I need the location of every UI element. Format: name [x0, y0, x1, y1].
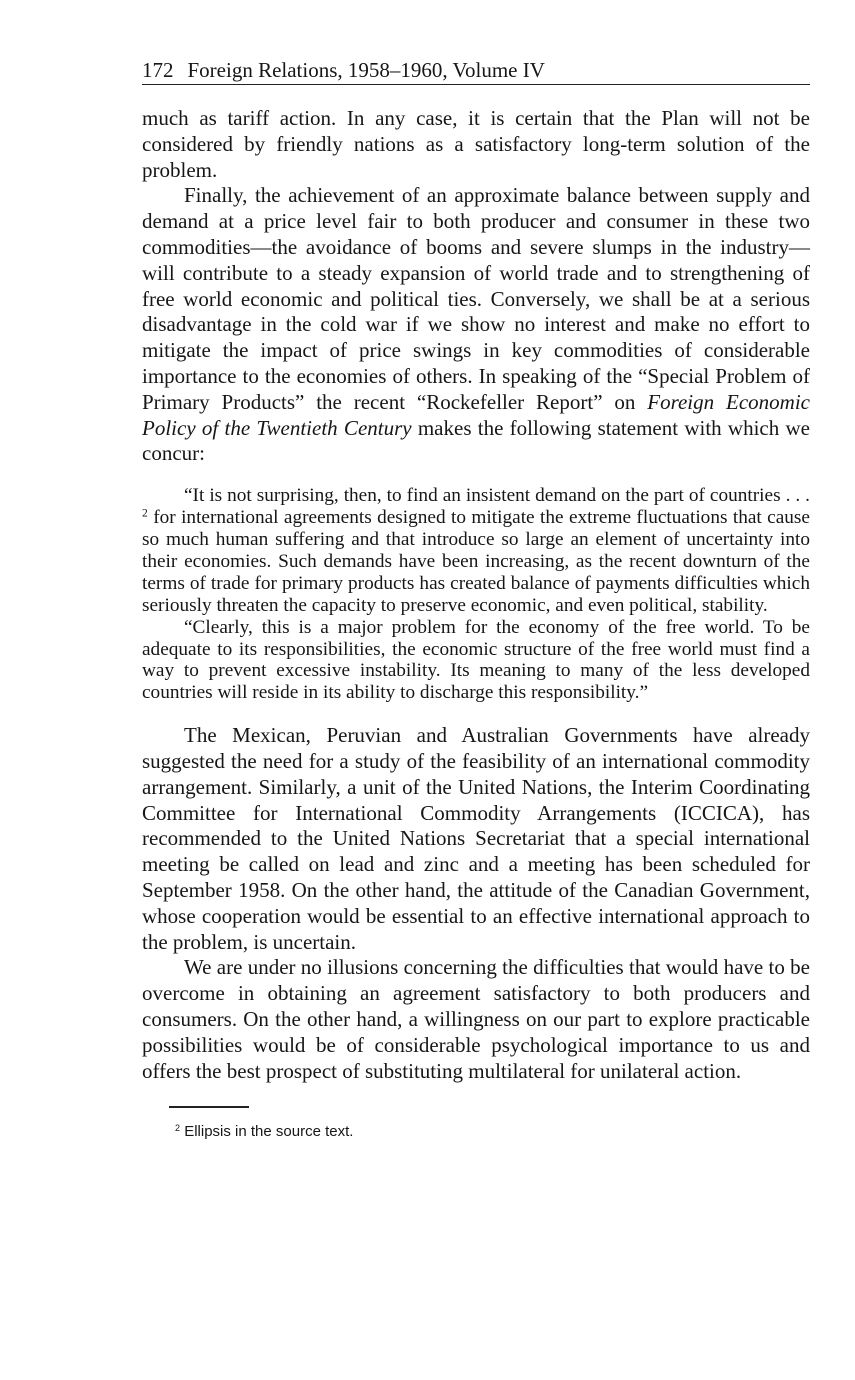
quote-text: “It is not surprising, then, to find an insistent demand on the part of countries . . .: [184, 485, 810, 507]
paragraph-continued: much as tariff action. In any case, it is certain that the Plan will not be considered by friendly nations as a satisfactory long-term solution of the problem.: [142, 106, 810, 182]
paragraph-text: Finally, the achievement of an approximate balance between supply and demand at a price level fair to both producer and consumer in these two commodities—the avoidance of booms and severe slumps in the industry—will contribute to a steady expansion of world trade and to strengthening of free world economic and political ties. Conversely, we shall be at a serious disadvantage in the cold war if we show no interest and make no effort to mitigate the impact of price swings in key commodities of considerable importance to the economies of others. In speaking of the “Special Problem of Primary Products” the recent “Rockefeller Report” on: [142, 183, 810, 414]
quote-text: for international agreements designed to mitigate the extreme fluctuations that cause so much human suffering and that introduce so large an element of uncertainty into their economies. Such demands have been increasing, as the recent downturn of the terms of trade for primary products has created balance of payments difficulties which seriously threaten the capacity to preserve economic, and even political, stability.: [142, 507, 810, 616]
footnote-number: 2: [175, 1123, 181, 1134]
block-quote: [142, 485, 810, 704]
paragraph-governments: The Mexican, Peruvian and Australian Governments have already suggested the need for a study of the feasibility of an international commodity arrangement. Similarly, a unit of the United Nations, the Interim Coordinating Committee for International Commodity Arrangements (ICCICA), has recommended to the United Nations Secretariat that a special international meeting be called on lead and zinc and a meeting has been scheduled for September 1958. On the other hand, the attitude of the Canadian Government, whose cooperation would be essential to an effective international approach to the problem, is uncertain.: [142, 723, 810, 954]
report-title: Foreign Economic Policy of the Twentieth Century: [142, 389, 810, 440]
footnote-reference[interactable]: 2: [142, 506, 148, 520]
footnote-divider: [169, 1106, 249, 1108]
quote-paragraph-1: [142, 485, 810, 616]
footnote-text: Ellipsis in the source text.: [184, 1123, 354, 1141]
running-title: Foreign Relations, 1958–1960, Volume IV: [187, 58, 545, 82]
running-header: [142, 56, 810, 85]
paragraph-text: makes the following statement with which we concur:: [142, 415, 810, 466]
document-page: [142, 56, 810, 1142]
quote-paragraph-2: “Clearly, this is a major problem for the economy of the free world. To be adequate to its responsibilities, the economic structure of the free world must find a way to prevent excessive instability. Its meaning to many of the less developed countries will reside in its ability to discharge this responsibility.”: [142, 616, 810, 704]
page-number: 172: [142, 58, 174, 82]
footnote: [175, 1122, 810, 1142]
paragraph-finally: [142, 183, 810, 467]
paragraph-illusions: We are under no illusions concerning the difficulties that would have to be overcome in obtaining an agreement satisfactory to both producers and consumers. On the other hand, a willingness on our part to explore practicable possibilities would be of considerable psychological importance to us and offers the best prospect of substituting multilateral for unilateral action.: [142, 955, 810, 1083]
